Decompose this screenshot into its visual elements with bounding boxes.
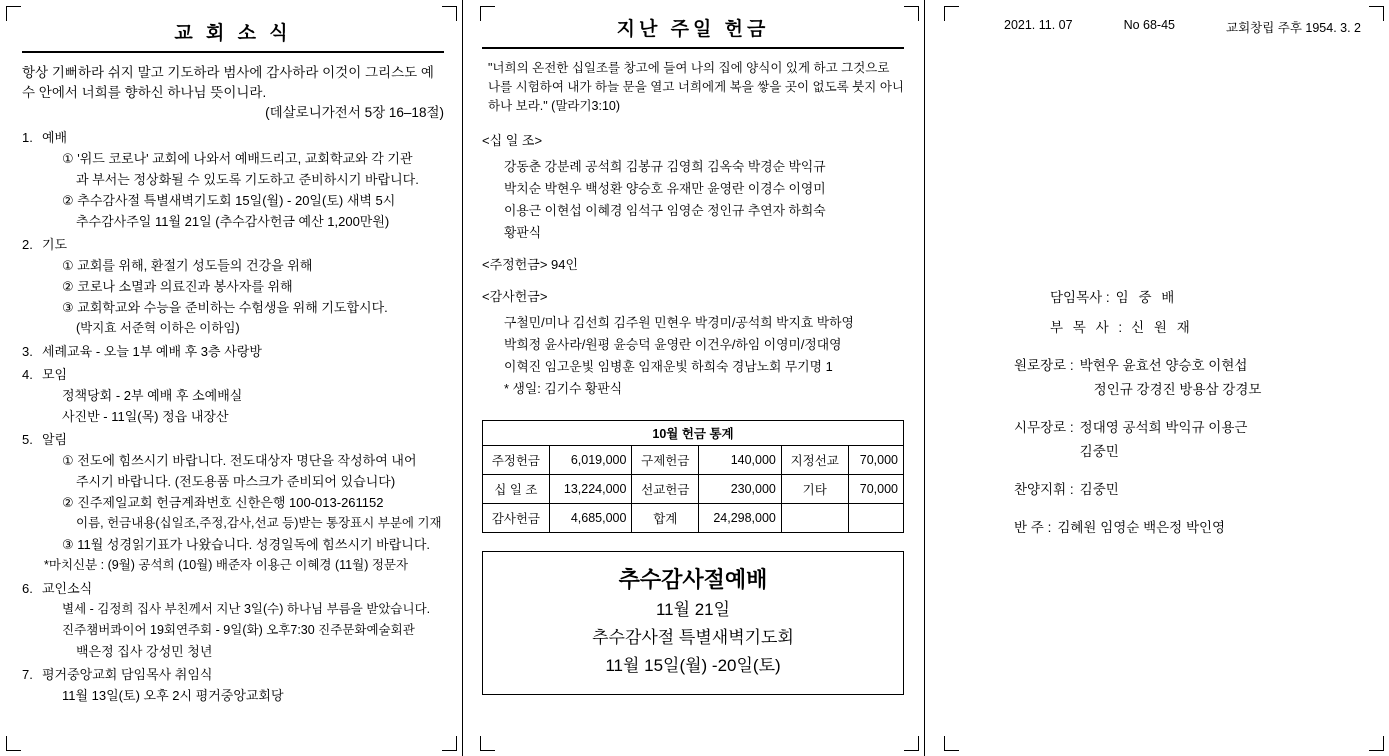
item-line: ② 진주제일교회 헌금계좌번호 신한은행 100-013-261152 bbox=[62, 495, 384, 510]
table-cell: 230,000 bbox=[699, 475, 782, 504]
table-cell: 6,019,000 bbox=[549, 446, 632, 475]
item-line: 추수감사주일 11월 21일 (추수감사헌금 예산 1,200만원) bbox=[76, 214, 390, 229]
staff-row bbox=[1014, 354, 1369, 402]
item-line: ③ 교회학교와 수능을 준비하는 수험생을 위해 기도합시다. bbox=[62, 300, 388, 315]
table-cell: 13,224,000 bbox=[549, 475, 632, 504]
table-cell bbox=[781, 504, 848, 533]
item-number: 5. bbox=[22, 432, 33, 447]
item-number: 6. bbox=[22, 581, 33, 596]
staff-label: 부 목 사 : bbox=[1050, 320, 1126, 335]
weekly-offering-heading: <주정헌금> 94인 bbox=[482, 257, 579, 272]
table-cell: 4,685,000 bbox=[549, 504, 632, 533]
name-line: 강동춘 강분례 공석희 김봉규 김영희 김옥숙 박경순 박익규 bbox=[504, 159, 826, 174]
name-line: 구철민/미나 김선희 김주원 민현우 박경미/공석희 박지효 박하영 bbox=[504, 315, 854, 330]
staff-value: 신 원 재 bbox=[1131, 320, 1193, 335]
item-number: 3. bbox=[22, 344, 33, 359]
item-line: 주시기 바랍니다. (전도용품 마스크가 준비되어 있습니다) bbox=[76, 474, 396, 489]
news-item-list bbox=[22, 127, 444, 706]
item-line: ① '위드 코로나' 교회에 나와서 예배드리고, 교회학교와 각 기관 bbox=[62, 151, 413, 166]
item-label: 교인소식 bbox=[42, 581, 93, 596]
staff-row bbox=[1014, 286, 1369, 310]
thanks-names bbox=[482, 312, 904, 400]
item-line: 정책당회 - 2부 예배 후 소예배실 bbox=[62, 388, 243, 403]
table-cell: 기타 bbox=[781, 475, 848, 504]
staff-label: 원로장로 : bbox=[1014, 358, 1074, 373]
issue-date: 2021. 11. 07 bbox=[1004, 18, 1073, 32]
offering-column bbox=[462, 0, 924, 756]
staff-value: 정대영 공석희 박익규 이용근 bbox=[1079, 420, 1248, 435]
offering-title: 지난 주일 헌금 bbox=[616, 19, 770, 40]
staff-value: 박현우 윤효선 양승호 이현섭 bbox=[1079, 358, 1248, 373]
staff-value: 김중민 bbox=[1079, 482, 1119, 497]
table-cell: 감사헌금 bbox=[483, 504, 550, 533]
item-line: 백은정 집사 강성민 청년 bbox=[76, 644, 213, 659]
item-line: 이름, 헌금내용(십일조,주정,감사,선교 등)받는 통장표시 부분에 기재 bbox=[76, 516, 442, 530]
thanksgiving-notice-box bbox=[482, 551, 904, 695]
item-line: 별세 - 김정희 집사 부친께서 지난 3일(수) 하나님 부름을 받았습니다. bbox=[62, 602, 431, 616]
masthead-column bbox=[924, 0, 1389, 756]
title-rule bbox=[22, 51, 444, 53]
list-item bbox=[22, 127, 444, 232]
staff-row bbox=[1014, 478, 1369, 502]
tithe-heading: <십 일 조> bbox=[482, 133, 543, 148]
staff-value-group bbox=[1074, 354, 1262, 402]
staff-row bbox=[1014, 516, 1369, 540]
list-item bbox=[22, 364, 444, 427]
staff-label: 찬양지휘 : bbox=[1014, 482, 1074, 497]
item-line: 11월 13일(토) 오후 2시 평거중앙교회당 bbox=[62, 688, 284, 703]
item-label: 세례교육 - 오늘 1부 예배 후 3층 사랑방 bbox=[42, 344, 262, 359]
notice-line-1: 추수감사절예배 bbox=[618, 567, 768, 592]
staff-row bbox=[1014, 416, 1369, 464]
thanks-offering-heading: <감사헌금> bbox=[482, 289, 548, 304]
staff-label: 담임목사 : bbox=[1050, 290, 1110, 305]
item-number: 1. bbox=[22, 130, 33, 145]
table-cell: 70,000 bbox=[848, 475, 903, 504]
staff-value: 김혜원 임영순 백은정 박인영 bbox=[1057, 520, 1226, 535]
table-cell: 선교헌금 bbox=[632, 475, 699, 504]
list-item bbox=[22, 341, 444, 362]
table-cell: 주정헌금 bbox=[483, 446, 550, 475]
issue-number: No 68-45 bbox=[1123, 18, 1176, 32]
name-line: 이혁진 임고운빛 임병훈 임재운빛 하희숙 경남노회 무기명 1 bbox=[504, 359, 833, 374]
offering-title-rule bbox=[482, 47, 904, 49]
item-line: ③ 11월 성경읽기표가 나왔습니다. 성경일독에 힘쓰시기 바랍니다. bbox=[62, 537, 430, 552]
item-line: ① 교회를 위해, 환절기 성도들의 건강을 위해 bbox=[62, 258, 313, 273]
table-row bbox=[483, 446, 904, 475]
table-cell: 십 일 조 bbox=[483, 475, 550, 504]
item-line: 과 부서는 정상화될 수 있도록 기도하고 준비하시기 바랍니다. bbox=[76, 172, 419, 187]
item-line: 진주챔버콰이어 19회연주회 - 9일(화) 오후7:30 진주문화예술회관 bbox=[62, 623, 415, 637]
name-line: 박치순 박현우 백성환 양승호 유재만 윤영란 이경수 이영미 bbox=[504, 181, 826, 196]
staff-value: 김중민 bbox=[1079, 444, 1119, 459]
founding-date: 교회창립 주후 1954. 3. 2 bbox=[1226, 21, 1361, 35]
item-line: ② 코로나 소멸과 의료진과 봉사자를 위해 bbox=[62, 279, 293, 294]
name-line: 이용근 이현섭 이혜경 임석구 임영순 정인규 추연자 하희숙 bbox=[504, 203, 826, 218]
item-label: 평거중앙교회 담임목사 취임식 bbox=[42, 667, 213, 682]
offering-statistics-table bbox=[482, 420, 904, 533]
item-line: ① 전도에 힘쓰시기 바랍니다. 전도대상자 명단을 작성하여 내어 bbox=[62, 453, 417, 468]
opening-verse bbox=[22, 63, 444, 123]
table-cell: 구제헌금 bbox=[632, 446, 699, 475]
tithe-names bbox=[482, 156, 904, 244]
notice-line-3: 추수감사절 특별새벽기도회 bbox=[592, 628, 794, 647]
table-caption: 10월 헌금 통계 bbox=[482, 420, 904, 445]
name-line: 황판식 bbox=[504, 225, 542, 240]
table-cell: 140,000 bbox=[699, 446, 782, 475]
staff-value: 임 중 배 bbox=[1115, 290, 1178, 305]
table-cell: 70,000 bbox=[848, 446, 903, 475]
name-line: * 생일: 김기수 황판식 bbox=[504, 381, 623, 396]
list-item bbox=[22, 578, 444, 662]
notice-line-2: 11월 21일 bbox=[655, 600, 731, 619]
staff-label: 반 주 : bbox=[1014, 520, 1052, 535]
item-number: 4. bbox=[22, 367, 33, 382]
name-line: 박희정 윤사라/원평 윤승덕 윤영란 이건우/하임 이영미/정대영 bbox=[504, 337, 842, 352]
staff-value-group bbox=[1074, 416, 1248, 464]
item-label: 기도 bbox=[42, 237, 68, 252]
table-cell bbox=[848, 504, 903, 533]
offering-quote: "너희의 온전한 십일조를 창고에 들여 나의 집에 양식이 있게 하고 그것으로 나를 시험하여 내가 하늘 문을 열고 너희에게 복을 쌓을 곳이 없도록 붓지 아니하나 보라." (말라기3:10) bbox=[488, 61, 905, 113]
staff-row bbox=[1014, 316, 1369, 340]
list-item bbox=[22, 664, 444, 706]
table-cell: 지정선교 bbox=[781, 446, 848, 475]
item-label: 예배 bbox=[42, 130, 68, 145]
masthead-header bbox=[944, 14, 1369, 36]
table-row bbox=[483, 504, 904, 533]
notice-line-4: 11월 15일(월) -20일(토) bbox=[605, 656, 781, 675]
table-row bbox=[483, 475, 904, 504]
item-line: (박지효 서준혁 이하은 이하임) bbox=[76, 321, 240, 335]
church-news-title: 교 회 소 식 bbox=[174, 23, 292, 44]
table-cell: 24,298,000 bbox=[699, 504, 782, 533]
church-news-column bbox=[0, 0, 462, 756]
item-line: 사진반 - 11일(목) 정읍 내장산 bbox=[62, 409, 229, 424]
list-item bbox=[22, 234, 444, 339]
item-line: *마치신분 : (9월) 공석희 (10월) 배준자 이용근 이혜경 (11월) 정문자 bbox=[44, 558, 409, 572]
list-item bbox=[22, 429, 444, 576]
item-label: 모임 bbox=[42, 367, 68, 382]
item-number: 2. bbox=[22, 237, 33, 252]
verse-text: 항상 기뻐하라 쉬지 말고 기도하라 범사에 감사하라 이것이 그리스도 예수 안에서 너희를 향하신 하나님 뜻이니라. bbox=[22, 65, 434, 100]
staff-list bbox=[944, 286, 1369, 540]
verse-reference: (데살로니가전서 5장 16–18절) bbox=[265, 105, 444, 120]
item-line: ② 추수감사절 특별새벽기도회 15일(월) - 20일(토) 새벽 5시 bbox=[62, 193, 396, 208]
table-cell: 합계 bbox=[632, 504, 699, 533]
item-number: 7. bbox=[22, 667, 33, 682]
staff-value: 정인규 강경진 방용삼 강경모 bbox=[1093, 382, 1262, 397]
staff-label: 시무장로 : bbox=[1014, 420, 1074, 435]
item-label: 알림 bbox=[42, 432, 68, 447]
